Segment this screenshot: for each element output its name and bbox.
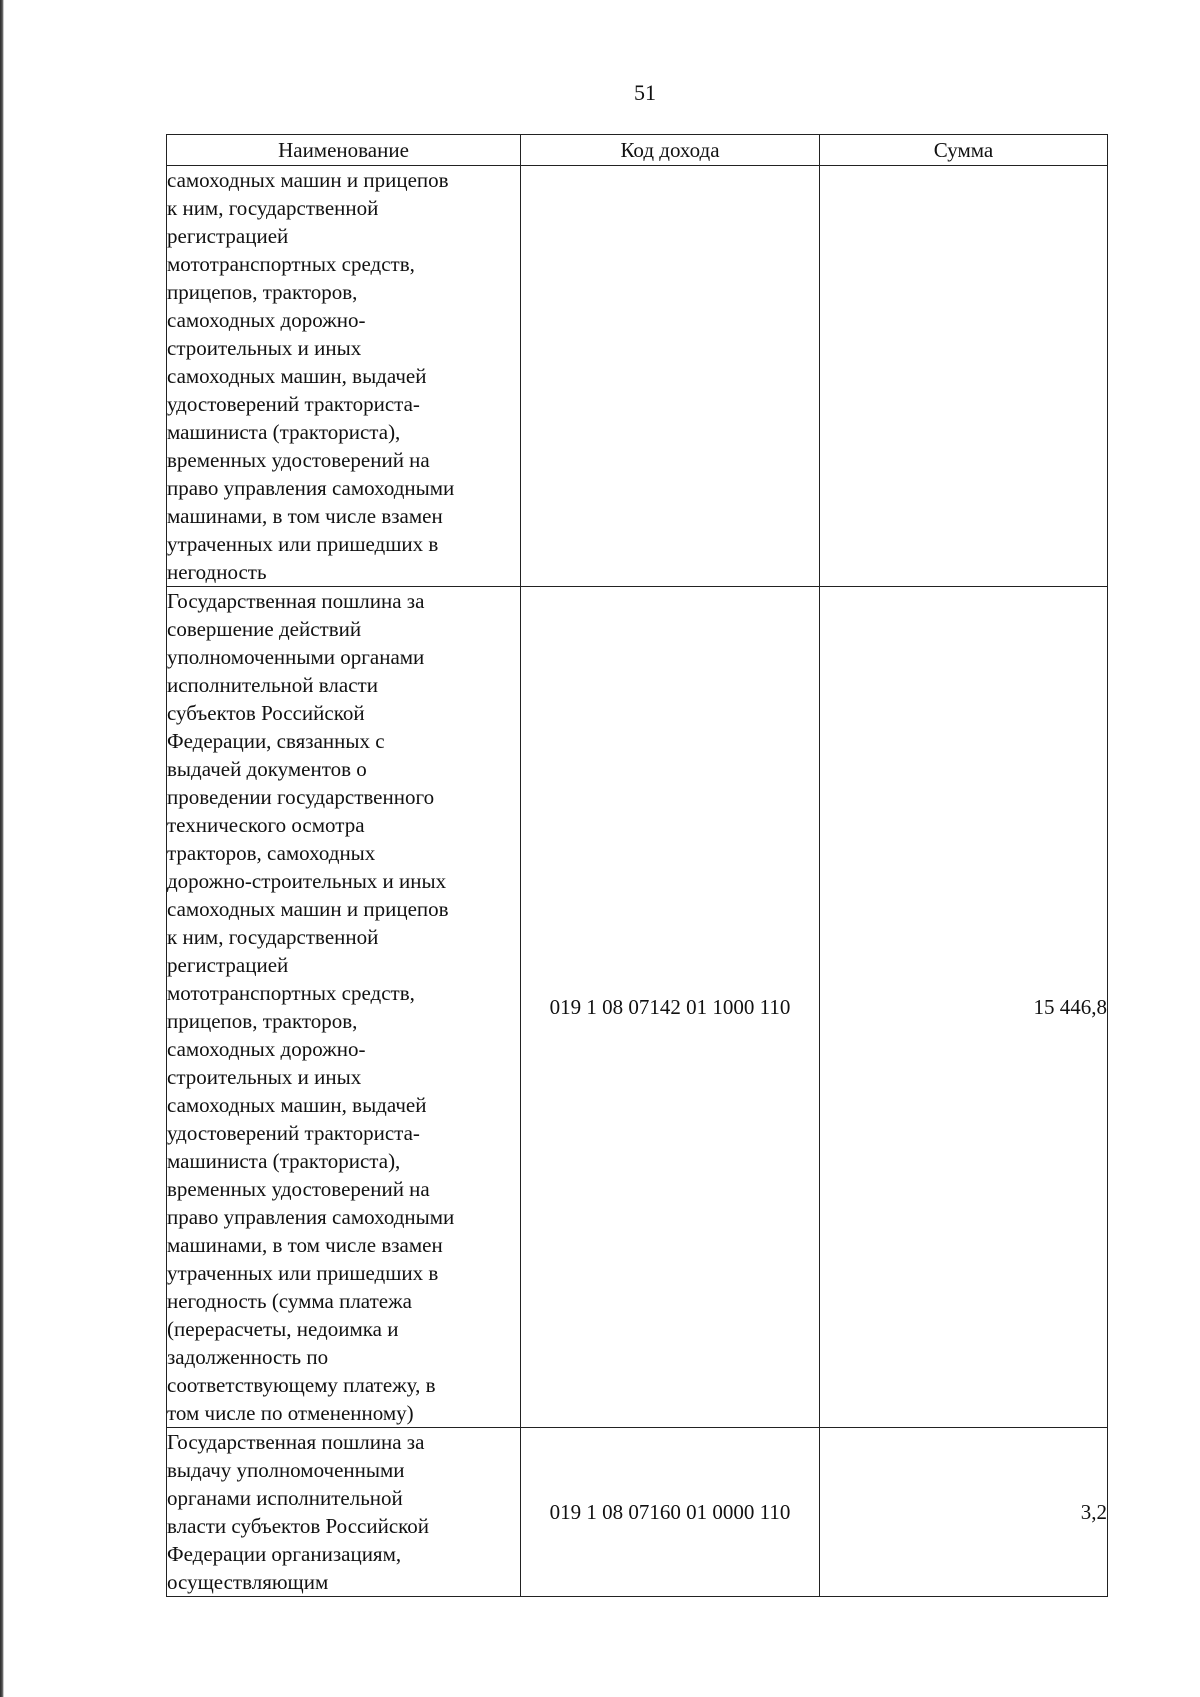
name-line: негодность — [167, 560, 267, 584]
name-line: удостоверений тракториста- — [167, 392, 420, 416]
name-line: временных удостоверений на — [167, 1177, 430, 1201]
table-row — [167, 166, 1108, 587]
name-line: машиниста (тракториста), — [167, 420, 401, 444]
table-row — [167, 587, 1108, 1428]
name-line: машинами, в том числе взамен — [167, 1233, 443, 1257]
table-header-row — [167, 135, 1108, 166]
name-line: (перерасчеты, недоимка и — [167, 1317, 399, 1341]
name-line: мототранспортных средств, — [167, 252, 415, 276]
name-line: удостоверений тракториста- — [167, 1121, 420, 1145]
name-line: уполномоченными органами — [167, 645, 425, 669]
row-name-cell — [167, 587, 521, 1428]
name-line: право управления самоходными — [167, 1205, 455, 1229]
name-line: исполнительной власти — [167, 673, 378, 697]
revenue-table — [166, 134, 1108, 1597]
row-code-cell — [521, 166, 820, 587]
name-line: машинами, в том числе взамен — [167, 504, 443, 528]
name-line: проведении государственного — [167, 785, 435, 809]
row-sum-cell: 3,2 — [820, 1428, 1108, 1597]
name-line: самоходных дорожно- — [167, 1037, 366, 1061]
name-line: строительных и иных — [167, 336, 362, 360]
name-line: органами исполнительной — [167, 1486, 403, 1510]
row-code-cell: 019 1 08 07160 01 0000 110 — [521, 1428, 820, 1597]
name-line: утраченных или пришедших в — [167, 1261, 439, 1285]
name-line: временных удостоверений на — [167, 448, 430, 472]
name-line: Государственная пошлина за — [167, 589, 425, 613]
name-line: субъектов Российской — [167, 701, 365, 725]
name-line: выдачу уполномоченными — [167, 1458, 405, 1482]
row-code-cell: 019 1 08 07142 01 1000 110 — [521, 587, 820, 1428]
name-line: самоходных машин, выдачей — [167, 364, 427, 388]
header-sum: Сумма — [820, 135, 1108, 166]
name-line: строительных и иных — [167, 1065, 362, 1089]
name-line: регистрацией — [167, 953, 289, 977]
name-line: власти субъектов Российской — [167, 1514, 430, 1538]
page-number: 51 — [634, 80, 656, 105]
row-sum-cell — [820, 166, 1108, 587]
name-line: машиниста (тракториста), — [167, 1149, 401, 1173]
scan-edge — [0, 0, 4, 1697]
name-line: утраченных или пришедших в — [167, 532, 439, 556]
name-line: самоходных машин и прицепов — [167, 168, 449, 192]
name-line: соответствующему платежу, в — [167, 1373, 436, 1397]
row-sum-cell: 15 446,8 — [820, 587, 1108, 1428]
name-line: осуществляющим — [167, 1570, 329, 1594]
row-name-cell — [167, 166, 521, 587]
header-name: Наименование — [167, 135, 521, 166]
name-line: негодность (сумма платежа — [167, 1289, 412, 1313]
name-line: дорожно-строительных и иных — [167, 869, 447, 893]
name-line: совершение действий — [167, 617, 362, 641]
name-line: прицепов, тракторов, — [167, 280, 358, 304]
name-line: право управления самоходными — [167, 476, 455, 500]
name-line: мототранспортных средств, — [167, 981, 415, 1005]
name-line: к ним, государственной — [167, 925, 379, 949]
row-name-cell — [167, 1428, 521, 1597]
name-line: регистрацией — [167, 224, 289, 248]
name-line: технического осмотра — [167, 813, 365, 837]
name-line: Государственная пошлина за — [167, 1430, 425, 1454]
header-code: Код дохода — [521, 135, 820, 166]
name-line: самоходных дорожно- — [167, 308, 366, 332]
table-row — [167, 1428, 1108, 1597]
name-line: том числе по отмененному) — [167, 1401, 414, 1425]
name-line: самоходных машин и прицепов — [167, 897, 449, 921]
name-line: задолженность по — [167, 1345, 329, 1369]
name-line: к ним, государственной — [167, 196, 379, 220]
name-line: прицепов, тракторов, — [167, 1009, 358, 1033]
name-line: Федерации, связанных с — [167, 729, 385, 753]
name-line: выдачей документов о — [167, 757, 367, 781]
table-body — [167, 166, 1108, 1597]
name-line: Федерации организациям, — [167, 1542, 402, 1566]
name-line: самоходных машин, выдачей — [167, 1093, 427, 1117]
name-line: тракторов, самоходных — [167, 841, 376, 865]
